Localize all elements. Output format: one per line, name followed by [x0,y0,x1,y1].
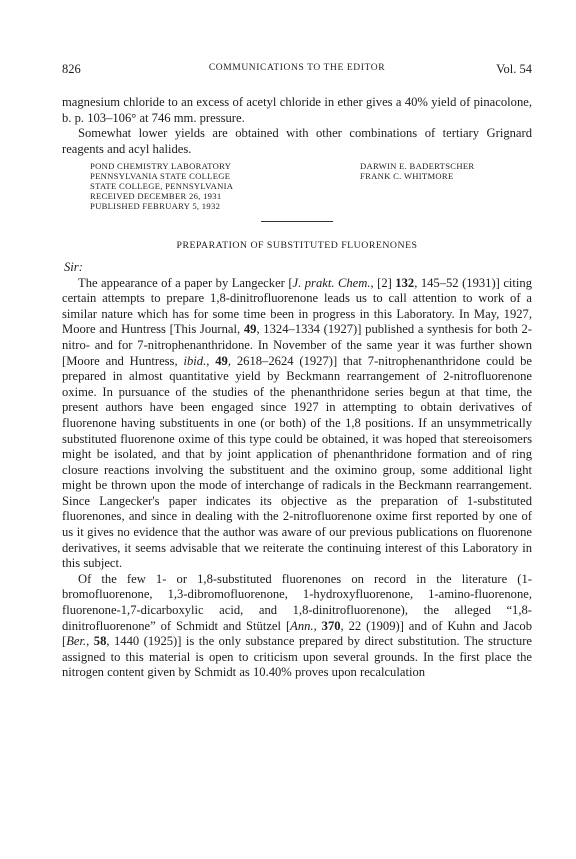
intro-paragraph-1: magnesium chloride to an excess of acetyl chloride in ether gives a 40% yield of pinacolone, b. p. 103–106° at 746 mm. pressure. [62,95,532,125]
volume-number: 370 [321,618,341,633]
affiliation-line: POND CHEMISTRY LABORATORY [90,161,232,172]
intro-paragraph-2: Somewhat lower yields are obtained with other combinations of tertiary Grignard reagents and acyl halides. [62,126,532,156]
section-divider [261,221,333,222]
text-run: , 22 (1909)] and of Kuhn and Jacob [ [62,618,532,649]
page-number: 826 [62,62,81,76]
volume-number: 49 [215,353,228,368]
author-name: FRANK C. WHITMORE [360,171,454,182]
article-title: PREPARATION OF SUBSTITUTED FLUORENONES [176,240,418,252]
volume-number: 58 [93,634,107,649]
volume-number: 49 [243,322,257,337]
journal-abbrev: Ber. [66,634,87,649]
text-run: , 1324–1334 (1927)] published a synthesis for both 2-nitro- and for 7-nitrophenanthridone. In November of the same year it was further shown [Moore and Huntress, [62,322,532,368]
body-text [62,95,532,681]
signature-block [62,161,532,212]
affiliation-line: STATE COLLEGE, PENNSYLVANIA [90,181,234,192]
text-run: The appearance of a paper by Langecker [ [78,275,293,290]
volume-number: 132 [395,275,415,290]
page-header [62,62,532,80]
authors-block [360,161,474,181]
journal-abbrev: J. prakt. Chem. [292,275,371,290]
affiliation-line: PENNSYLVANIA STATE COLLEGE [90,171,231,182]
text-run: , [313,618,322,633]
running-title: COMMUNICATIONS TO THE EDITOR [208,63,386,73]
article-paragraph-1 [62,276,532,572]
salutation: Sir: [64,259,83,274]
journal-abbrev: Ann. [290,618,314,633]
received-date: RECEIVED DECEMBER 26, 1931 [90,191,222,202]
author-name: DARWIN E. BADERTSCHER [360,161,475,172]
ibid-citation: ibid. [183,353,207,368]
text-run: , [2] [370,275,396,290]
text-run: Of the few 1- or 1,8-substituted fluorenones on record in the literature (1-bromofluorenone, 1,3-dibromofluorenone, 1-hydroxyfluorenone, 1-amino-fluorenone, fluorenone-1,7-dicarboxylic acid, and 1,8-dinitrofluorenone), the alleged “1,8-dinitrofluorenone” of Schmidt and Stützel [ [62,571,532,633]
published-date: PUBLISHED FEBRUARY 5, 1932 [90,201,221,212]
article-paragraph-2 [62,572,532,681]
text-run: , 145–52 (1931)] citing certain attempts to prepare 1,8-dinitrofluorenone leads us to call attention to work of a similar nature which has for some time been in progress in this Laboratory. In May, 1927, Moore and Huntress [This Journal, [62,275,533,337]
text-run: , [86,634,94,649]
volume-label: Vol. 54 [496,62,532,76]
affiliation-block [90,161,233,211]
text-run: , 1440 (1925)] is the only substance prepared by direct substitution. The structure assigned to this material is open to criticism upon several grounds. In the first place the nitrogen content given by Schmidt as 10.40% proves upon recalculation [62,634,533,680]
text-run: , [206,353,216,368]
text-run: , 2618–2624 (1927)] that 7-nitrophenanthridone could be prepared in almost quantitative yield by Beckmann rearrangement of 2-nitrofluorenone oxime. In pursuance of the studies of the phenanthridone series begun at that time, the present authors have been engaged since 1927 in attempting to obtain derivatives of fluorenone having substituents in one (or both) of the 1,8 positions. If an unsymmetrically substituted fluorenone oxime of this type could be obtained, it was hoped that stereoisomers might be isolated, and that by joint application of phenanthridone formation and of ring closure reactions involving the substituent and the oximino group, some additional light might be thrown upon the mode of interchange of radicals in the Beckmann rearrangement. Since Langecker's paper indicates its objective as the preparation of 1-substituted fluorenones, and since in dealing with the 2-nitrofluorenone oxime first reported by one of us it gives no evidence that the author was aware of our previous publications on fluorenone derivatives, it seems advisable that we reiterate the continuing interest of this Laboratory in this subject. [62,353,532,571]
